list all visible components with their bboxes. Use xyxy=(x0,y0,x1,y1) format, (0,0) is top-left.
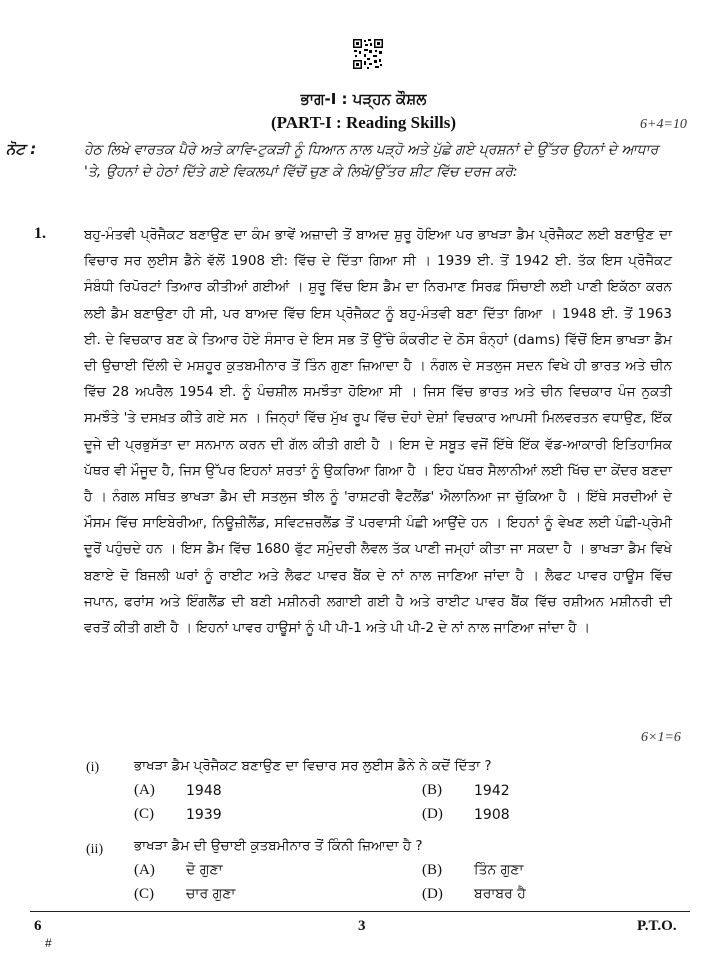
option-text: 1908 xyxy=(474,807,510,823)
option-label: (A) xyxy=(134,782,155,798)
option-label: (B) xyxy=(422,782,442,798)
option-text: 1948 xyxy=(186,783,222,799)
option-text: ਤਿੰਨ ਗੁਣਾ xyxy=(474,862,524,878)
option-label: (D) xyxy=(422,886,443,902)
section-title-english: (PART-I : Reading Skills) xyxy=(270,113,457,132)
option-text: ਦੋ ਗੁਣਾ xyxy=(186,862,223,878)
option-text: 1939 xyxy=(186,807,222,823)
subquestion-number: (i) xyxy=(86,760,100,775)
subquestion-text: ਭਾਖੜਾ ਡੈਮ ਦੀ ਉਚਾਈ ਕੁਤਬਮੀਨਾਰ ਤੋਂ ਕਿੰਨੀ ਜ਼ਿਆਦਾ ਹੈ ? xyxy=(134,838,423,854)
note-label: ਨੋਟ : xyxy=(6,140,37,158)
option-label: (B) xyxy=(422,862,442,878)
question-marks: 6×1=6 xyxy=(641,730,681,745)
option-text: 1942 xyxy=(474,783,510,799)
option-label: (A) xyxy=(134,862,155,878)
subquestion-number: (ii) xyxy=(86,842,104,857)
section-marks: 6+4=10 xyxy=(640,117,687,132)
qr-code xyxy=(352,38,384,70)
footer-divider xyxy=(30,911,690,912)
subquestion-text: ਭਾਖੜਾ ਡੈਮ ਪ੍ਰੋਜੈਕਟ ਬਣਾਉਣ ਦਾ ਵਿਚਾਰ ਸਰ ਲੁਈਸ ਡੈਨੇ ਨੇ ਕਦੋਂ ਦਿੱਤਾ ? xyxy=(134,758,492,774)
pto-label: P.T.O. xyxy=(637,918,677,934)
note-text: ਹੇਠ ਲਿਖੇ ਵਾਰਤਕ ਪੈਰੇ ਅਤੇ ਕਾਵਿ-ਟੁਕੜੀ ਨੂੰ ਧਿਆਨ ਨਾਲ ਪੜ੍ਹੋ ਅਤੇ ਪੁੱਛੇ ਗਏ ਪ੍ਰਸ਼ਨਾਂ ਦੇ ਉੱਤਰ ਉਹਨਾਂ ਦੇ ਆਧਾਰ 'ਤੇ, ਉਹਨਾਂ ਦੇ ਹੇਠਾਂ ਦਿੱਤੇ ਗਏ ਵਿਕਲਪਾਂ ਵਿੱਚੋਂ ਚੁਣ ਕੇ ਲਿਖੋ/ਉੱਤਰ ਸ਼ੀਟ ਵਿੱਚ ਦਰਜ ਕਰੋ: xyxy=(84,142,659,180)
reading-passage: ਬਹੁ-ਮੰਤਵੀ ਪ੍ਰੋਜੈਕਟ ਬਣਾਉਣ ਦਾ ਕੰਮ ਭਾਵੇਂ ਅਜ਼ਾਦੀ ਤੋਂ ਬਾਅਦ ਸ਼ੁਰੂ ਹੋਇਆ ਪਰ ਭਾਖੜਾ ਡੈਮ ਪ੍ਰੋਜੈਕਟ ਲਈ ਬਣਾਉਣ ਦਾ ਵਿਚਾਰ ਸਰ ਲੁਈਸ ਡੈਨੇ ਵੱਲੋਂ 1908 ਈ: ਵਿੱਚ ਦੇ ਦਿੱਤਾ ਗਿਆ ਸੀ । 1939 ਈ. ਤੋਂ 1942 ਈ. ਤੱਕ ਇਸ ਪ੍ਰੋਜੈਕਟ ਸੰਬੰਧੀ ਰਿਪੋਰਟਾਂ ਤਿਆਰ ਕੀਤੀਆਂ ਗਈਆਂ । ਸ਼ੁਰੂ ਵਿੱਚ ਇਸ ਡੈਮ ਦਾ ਨਿਰਮਾਣ ਸਿਰਫ਼ ਸਿੰਚਾਈ ਲਈ ਪਾਣੀ ਇਕੱਠਾ ਕਰਨ ਲਈ ਡੈਮ ਬਣਾਉਣਾ ਹੀ ਸੀ, ਪਰ ਬਾਅਦ ਵਿੱਚ ਇਸ ਪ੍ਰੋਜੈਕਟ ਨੂੰ ਬਹੁ-ਮੰਤਵੀ ਬਣਾ ਦਿੱਤਾ ਗਿਆ । 1948 ਈ. ਤੋਂ 1963 ਈ. ਦੇ ਵਿਚਕਾਰ ਬਣ ਕੇ ਤਿਆਰ ਹੋਏ ਸੰਸਾਰ ਦੇ ਇਸ ਸਭ ਤੋਂ ਉੱਚੇ ਕੰਕਰੀਟ ਦੇ ਠੋਸ ਬੰਨ੍ਹਾਂ (dams) ਵਿੱਚੋਂ ਇਸ ਭਾਖੜਾ ਡੈਮ ਦੀ ਉਚਾਈ ਦਿੱਲੀ ਦੇ ਮਸ਼ਹੂਰ ਕੁਤਬਮੀਨਾਰ ਤੋਂ ਤਿੰਨ ਗੁਣਾ ਜ਼ਿਆਦਾ ਹੈ । ਨੰਗਲ ਦੇ ਸਤਲੁਜ ਸਦਨ ਵਿਖੇ ਹੀ ਭਾਰਤ ਅਤੇ ਚੀਨ ਵਿੱਚ 28 ਅਪਰੈਲ 1954 ਈ. ਨੂੰ ਪੰਚਸ਼ੀਲ ਸਮਝੌਤਾ ਹੋਇਆ ਸੀ । ਜਿਸ ਵਿੱਚ ਭਾਰਤ ਅਤੇ ਚੀਨ ਵਿਚਕਾਰ ਪੰਜ ਨੁਕਤੀ ਸਮਝੌਤੇ 'ਤੇ ਦਸਖ਼ਤ ਕੀਤੇ ਗਏ ਸਨ । ਜਿਨ੍ਹਾਂ ਵਿੱਚ ਮੁੱਖ ਰੂਪ ਵਿੱਚ ਦੋਹਾਂ ਦੇਸ਼ਾਂ ਵਿਚਕਾਰ ਆਪਸੀ ਮਿਲਵਰਤਨ ਵਧਾਉਣ, ਇੱਕ ਦੂਜੇ ਦੀ ਪ੍ਰਭੁਸੱਤਾ ਦਾ ਸਨਮਾਨ ਕਰਨ ਦੀ ਗੱਲ ਕੀਤੀ ਗਈ ਹੈ । ਇਸ ਦੇ ਸਬੂਤ ਵਜੋਂ ਇੱਥੇ ਇੱਕ ਵੱਡ-ਆਕਾਰੀ ਇਤਿਹਾਸਿਕ ਪੱਥਰ ਵੀ ਮੌਜੂਦ ਹੈ, ਜਿਸ ਉੱਪਰ ਇਹਨਾਂ ਸ਼ਰਤਾਂ ਨੂੰ ਉਕਰਿਆ ਗਿਆ ਹੈ । ਇਹ ਪੱਥਰ ਸੈਲਾਨੀਆਂ ਲਈ ਖਿੱਚ ਦਾ ਕੇਂਦਰ ਬਣਦਾ ਹੈ । ਨੰਗਲ ਸਥਿਤ ਭਾਖੜਾ ਡੈਮ ਦੀ ਸਤਲੁਜ ਝੀਲ ਨੂੰ 'ਰਾਸ਼ਟਰੀ ਵੈਟਲੈਂਡ' ਐਲਾਨਿਆ ਜਾ ਚੁੱਕਿਆ ਹੈ । ਇੱਥੇ ਸਰਦੀਆਂ ਦੇ ਮੌਸਮ ਵਿੱਚ ਸਾਇਬੇਰੀਆ, ਨਿਊਜ਼ੀਲੈਂਡ, ਸਵਿਟਜ਼ਰਲੈਂਡ ਤੋਂ ਪਰਵਾਸੀ ਪੰਛੀ ਆਉਂਦੇ ਹਨ । ਇਹਨਾਂ ਨੂੰ ਵੇਖਣ ਲਈ ਪੰਛੀ-ਪ੍ਰੇਮੀ ਦੂਰੋਂ ਪਹੁੰਚਦੇ ਹਨ । ਇਸ ਡੈਮ ਵਿੱਚ 1680 ਫੁੱਟ ਸਮੁੰਦਰੀ ਲੈਵਲ ਤੱਕ ਪਾਣੀ ਜਮ੍ਹਾਂ ਕੀਤਾ ਜਾ ਸਕਦਾ ਹੈ । ਭਾਖੜਾ ਡੈਮ ਵਿਖੇ ਬਣਾਏ ਦੋ ਬਿਜਲੀ ਘਰਾਂ ਨੂੰ ਰਾਈਟ ਅਤੇ ਲੈਫਟ ਪਾਵਰ ਬੈਂਕ ਦੇ ਨਾਂ ਨਾਲ ਜਾਣਿਆ ਜਾਂਦਾ ਹੈ । ਲੈਫਟ ਪਾਵਰ ਹਾਊਸ ਵਿੱਚ ਜਪਾਨ, ਫਰਾਂਸ ਅਤੇ ਇੰਗਲੈਂਡ ਦੀ ਬਣੀ ਮਸ਼ੀਨਰੀ ਲਗਾਈ ਗਈ ਹੈ ਅਤੇ ਰਾਈਟ ਪਾਵਰ ਬੈਂਕ ਵਿੱਚ ਰਸ਼ੀਅਨ ਮਸ਼ੀਨਰੀ ਦੀ ਵਰਤੋਂ ਕੀਤੀ ਗਈ ਹੈ । ਇਹਨਾਂ ਪਾਵਰ ਹਾਊਸਾਂ ਨੂੰ ਪੀ ਪੀ-1 ਅਤੇ ਪੀ ਪੀ-2 ਦੇ ਨਾਂ ਨਾਲ ਜਾਣਿਆ ਜਾਂਦਾ ਹੈ । xyxy=(84,227,672,637)
footer-code: 6 xyxy=(34,918,42,934)
option-label: (C) xyxy=(134,886,154,902)
question-number: 1. xyxy=(34,225,46,242)
page-number: 3 xyxy=(358,918,366,934)
option-label: (D) xyxy=(422,806,443,822)
section-title-punjabi: ਭਾਗ-I : ਪੜ੍ਹਨ ਕੌਸ਼ਲ xyxy=(300,90,427,108)
option-text: ਚਾਰ ਗੁਣਾ xyxy=(186,886,236,902)
option-label: (C) xyxy=(134,806,154,822)
option-text: ਬਰਾਬਰ ਹੈ xyxy=(474,886,526,902)
footer-hash: # xyxy=(45,936,52,950)
